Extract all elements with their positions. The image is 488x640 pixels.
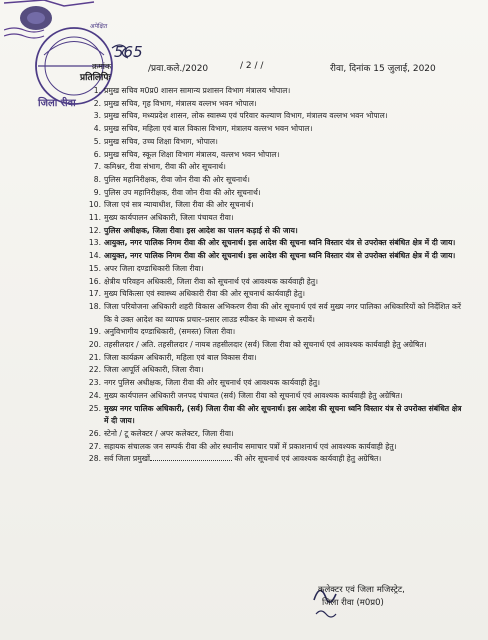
recipient-text: प्रमुख सचिव, स्कूल शिक्षा विभाग मंत्रालय, वल्लभ भवन भोपाल। xyxy=(104,149,280,159)
recipient-text-post: की ओर सूचनार्थ एवं आवश्यक कार्यवाही हेतु अग्रेषित। xyxy=(231,454,382,464)
place-date: रीवा, दिनांक 15 जुलाई, 2020 xyxy=(330,64,436,74)
recipient-item xyxy=(86,453,466,466)
recipient-text: जिला एवं सत्र न्यायाधीश, जिला रीवा की ओर सूचनार्थ। xyxy=(104,200,254,210)
recipient-text-pre: सर्व जिला प्रमुखों xyxy=(104,454,150,464)
recipient-text: मुख्य चिकित्सा एवं स्वास्थ्य अधिकारी रीवा की ओर सूचनार्थ कार्यवाही हेतु। xyxy=(104,289,305,299)
recipient-item xyxy=(86,98,466,111)
recipient-item xyxy=(86,390,466,403)
recipient-text: नगर पुलिस अधीक्षक, जिला रीवा की ओर सूचनार्थ एवं आवश्यक कार्यवाही हेतु। xyxy=(104,378,320,388)
recipient-text: पुलिस महानिरीक्षक, रीवा जोन रीवा की ओर सूचनार्थ। xyxy=(104,174,250,184)
recipient-text: जिला कार्यक्रम अधिकारी, महिला एवं बाल विकास रीवा। xyxy=(104,352,257,362)
recipient-item xyxy=(86,123,466,136)
recipient-text: मुख्य कार्यपालन अधिकारी, जिला पंचायत रीवा। xyxy=(104,213,234,223)
recipient-text: स्टेनो / टू कलेक्टर / अपर कलेक्टर, जिला रीवा। xyxy=(104,428,234,438)
recipient-list xyxy=(86,85,466,466)
letter-number-handwritten: 565 xyxy=(114,43,143,61)
recipient-number: 2. xyxy=(93,98,101,108)
recipient-text: प्रमुख सचिव म0प्र0 शासन सामान्य प्रशासन विभाग मंत्रालय भोपाल। xyxy=(104,86,291,95)
recipient-text: आयुक्त, नगर पालिक निगम रीवा की ओर सूचनार्थ। इस आदेश की सूचना ध्वनि विस्तार यंत्र से उपरोक्त संबंधित क्षेत्र में दी जाय। xyxy=(104,251,456,261)
recipient-item xyxy=(86,110,466,123)
recipient-number: 21. xyxy=(88,352,101,362)
recipient-number: 6. xyxy=(93,149,101,159)
recipient-item xyxy=(86,377,466,390)
recipient-item xyxy=(86,187,466,200)
recipient-text xyxy=(104,453,466,466)
recipient-item xyxy=(86,326,466,339)
recipient-text: मुख्य नगर पालिक अधिकारी, (सर्व) जिला रीवा की ओर सूचनार्थ। इस आदेश की सूचना ध्वनि विस्तार यंत्र से उपरोक्त संबंधित क्षेत्र में दी जाय। xyxy=(104,403,462,426)
recipient-text: पुलिस उप महानिरीक्षक, रीवा जोन रीवा की ओर सूचनार्थ। xyxy=(104,187,261,197)
recipient-number: 4. xyxy=(93,124,101,134)
recipient-number: 3. xyxy=(93,111,101,121)
recipient-text: कमिश्नर, रीवा संभाग, रीवा की ओर सूचनार्थ। xyxy=(104,162,226,172)
recipient-item xyxy=(86,352,466,365)
recipient-item xyxy=(86,225,466,238)
recipient-item xyxy=(86,301,466,326)
signature-office: जिला रीवा (म0प्र0) xyxy=(322,598,384,608)
recipient-number: 17. xyxy=(88,289,101,299)
recipient-text: प्रमुख सचिव, महिला एवं बाल विकास विभाग, मंत्रालय वल्लभ भवन भोपाल। xyxy=(104,124,313,134)
recipient-number: 20. xyxy=(88,340,101,350)
letter-ref: /प्रवा.कले./2020 xyxy=(148,64,209,74)
recipient-text: प्रमुख सचिव, उच्च शिक्षा विभाग, भोपाल। xyxy=(104,136,218,146)
recipient-number: 9. xyxy=(93,187,101,197)
recipient-number: 18. xyxy=(88,301,101,311)
recipient-number: 16. xyxy=(88,276,101,286)
recipient-number: 27. xyxy=(88,441,101,451)
recipient-item xyxy=(86,339,466,352)
recipient-item xyxy=(86,174,466,187)
recipient-number: 1. xyxy=(93,86,101,95)
recipient-text: पुलिस अधीक्षक, जिला रीवा। इस आदेश का पालन कड़ाई से की जाय। xyxy=(104,225,298,235)
svg-text:अपेक्षित: अपेक्षित xyxy=(90,23,108,30)
recipient-number: 12. xyxy=(88,225,101,235)
signature-title: कलेक्टर एवं जिला मजिस्ट्रेट, xyxy=(318,585,405,595)
copy-to-label: प्रतिलिपिः xyxy=(80,73,111,83)
recipient-number: 24. xyxy=(88,390,101,400)
recipient-number: 13. xyxy=(88,238,101,248)
recipient-number: 8. xyxy=(93,174,101,184)
recipient-number: 23. xyxy=(88,378,101,388)
blank-line xyxy=(150,453,232,461)
recipient-item xyxy=(86,149,466,162)
recipient-item xyxy=(86,136,466,149)
recipient-text: प्रमुख सचिव, गृह विभाग, मंत्रालय वल्लभ भवन भोपाल। xyxy=(104,98,257,108)
recipient-number: 28. xyxy=(88,454,101,464)
recipient-item xyxy=(86,161,466,174)
recipient-number: 26. xyxy=(88,428,101,438)
letter-reference-line xyxy=(92,43,458,74)
recipient-item xyxy=(86,403,466,428)
recipient-number: 5. xyxy=(93,136,101,146)
svg-text:जिला रीवा: जिला रीवा xyxy=(38,98,76,109)
recipient-text: प्रमुख सचिव, मध्यप्रदेश शासन, लोक स्वास्थ्य एवं परिवार कल्याण विभाग, मंत्रालय वल्लभ भवन भोपाल। xyxy=(104,111,388,121)
recipient-text: आयुक्त, नगर पालिक निगम रीवा की ओर सूचनार्थ। इस आदेश की सूचना ध्वनि विस्तार यंत्र से उपरोक्त संबंधित क्षेत्र में दी जाय। xyxy=(104,238,456,248)
recipient-item xyxy=(86,85,466,98)
recipient-item xyxy=(86,441,466,454)
recipient-number: 10. xyxy=(88,200,101,210)
recipient-text: क्षेत्रीय परिवहन अधिकारी, जिला रीवा को सूचनार्थ एवं आवश्यक कार्यवाही हेतु। xyxy=(104,276,318,286)
recipient-item xyxy=(86,212,466,225)
recipient-text: अपर जिला दण्डाधिकारी जिला रीवा। xyxy=(104,263,204,273)
recipient-item xyxy=(86,364,466,377)
recipient-text: अनुविभागीय दण्डाधिकारी, (समस्त) जिला रीवा। xyxy=(104,327,236,337)
recipient-item xyxy=(86,276,466,289)
recipient-number: 14. xyxy=(88,251,101,261)
recipient-text: तहसीलदार / अति. तहसीलदार / नायब तहसीलदार (सर्व) जिला रीवा को सूचनार्थ एवं आवश्यक कार्यवाही हेतु अग्रेषित। xyxy=(104,340,427,350)
recipient-item xyxy=(86,199,466,212)
recipient-number: 15. xyxy=(88,263,101,273)
recipient-text: जिला परियोजना अधिकारी शहरी विकास अभिकरण रीवा की ओर सूचनार्थ एवं सर्व मुख्य नगर पालिका अधिकारियों को निर्देशित करें कि वे उक्त आदेश का व्यापक प्रचार–प्रसार लाउड स्पीकर के माध्यम से करायें। xyxy=(104,301,461,324)
recipient-item xyxy=(86,288,466,301)
recipient-item xyxy=(86,263,466,276)
recipient-text: मुख्य कार्यपालन अधिकारी जनपद पंचायत (सर्व) जिला रीवा को सूचनार्थ एवं आवश्यक कार्यवाही हेतु अग्रेषित। xyxy=(104,390,403,400)
recipient-text: जिला आपूर्ति अधिकारी, जिला रीवा। xyxy=(104,365,204,375)
signature-block xyxy=(318,584,405,610)
recipient-item xyxy=(86,250,466,263)
recipient-number: 19. xyxy=(88,327,101,337)
recipient-number: 11. xyxy=(88,213,101,223)
letter-serial: / 2 / / xyxy=(240,61,264,71)
recipient-number: 25. xyxy=(88,403,101,413)
recipient-item xyxy=(86,237,466,250)
letter-number-prefix: क्रमांक xyxy=(92,62,112,71)
recipient-item xyxy=(86,428,466,441)
recipient-number: 22. xyxy=(88,365,101,375)
recipient-number: 7. xyxy=(93,162,101,172)
recipient-text: सहायक संचालक जन सम्पर्क रीवा की ओर स्थानीय समाचार पत्रों में प्रकाशनार्थ एवं आवश्यक कार्यवाही हेतु। xyxy=(104,441,397,451)
